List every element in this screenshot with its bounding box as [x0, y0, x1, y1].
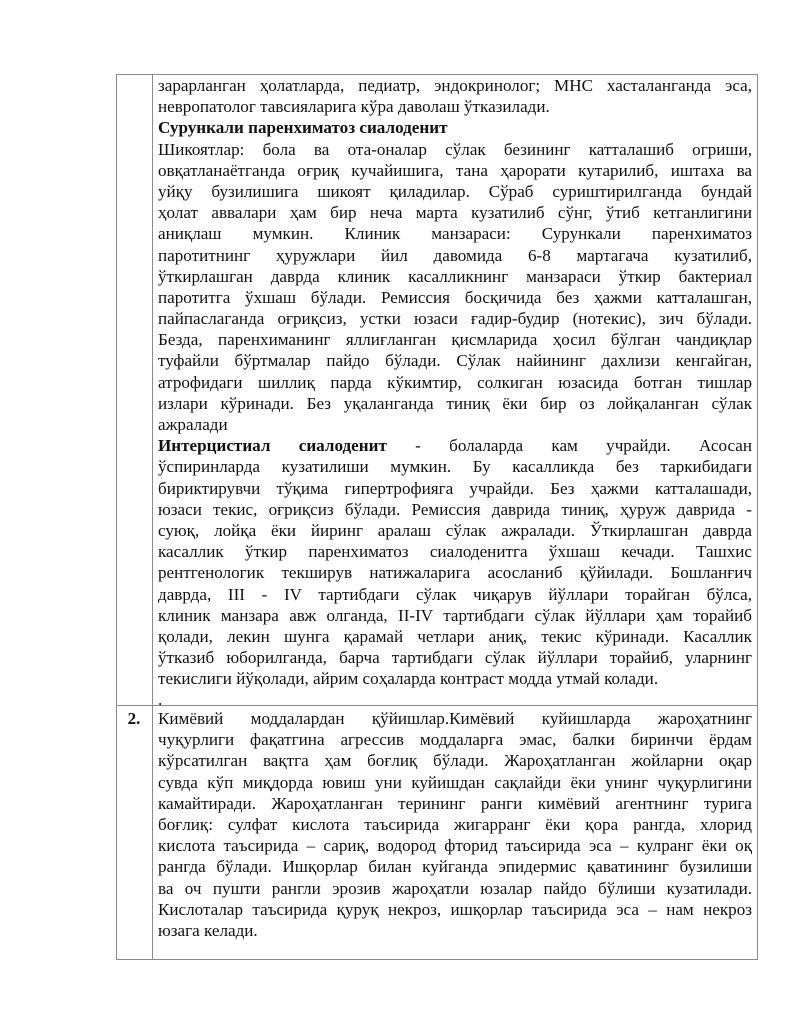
text-line: рангда бўлади. Ишқорлар билан куйганда эпидермис қаватининг бузилиши [158, 857, 752, 877]
text-line: невропатолог тавсияларига кўра даволаш ўтказилади. [158, 97, 550, 117]
row-2-text [158, 708, 752, 941]
interstitial-paragraph-first-line [158, 435, 752, 456]
text-line: ўткирлашган даврда клиник касалликнинг манзараси ўткир бактериал [158, 266, 752, 286]
row-number: 2. [127, 709, 141, 728]
text-line: кўрсатилган вақтга ҳам боғлиқ бўлади. Жароҳатланган жойларни оқар [158, 751, 752, 771]
text-line: камайтиради. Жароҳатланган терининг ранги кимёвий агентнинг турига [158, 793, 752, 813]
text-line: сувда кўп миқдорда ювиш уни куйишдан сақлайди ёки унинг чуқурлигини [158, 772, 752, 792]
text-line: ўтказиб юборилганда, барча тартибдаги сўлак йўллари торайиб, уларнинг [158, 648, 752, 668]
text-line: бириктирувчи тўқима гипертрофияга учрайди. Без ҳажми катталашади, [158, 478, 752, 498]
text-line: ва оч пушти рангли эрозив жароҳатли юзалар пайдо бўлиши кузатилади. [158, 878, 752, 898]
text-line: суюқ, лойқа ёки йиринг аралаш сўлак ажралади. Ўткирлашган даврда [158, 520, 752, 540]
text-line: ҳолат аввалари ҳам бир неча марта кузатилиб сўнг, ўтиб кетганлигини [158, 203, 752, 223]
text-line: касаллик ўткир паренхиматоз сиалоденитга ўхшаш кечади. Ташхис [158, 542, 752, 562]
section-heading-chronic-parenchymatous: Сурункали паренхиматоз сиалоденит [158, 118, 448, 138]
text-line: зарарланган ҳолатларда, педиатр, эндокринолог; МНС хасталанганда эса, [158, 76, 752, 95]
column-divider [152, 74, 153, 960]
text-line: пайпаслаганда оғриқсиз, устки юзаси ғадир-будир (нотекис), зич бўлади. [158, 309, 752, 329]
text-fragment: - болаларда кам учрайди. Асосан [415, 436, 752, 456]
text-line: рентгенологик текширув натижаларига асосланиб қўйилади. Бошланғич [158, 563, 752, 583]
text-line: туфайли бўртмалар пайдо бўлади. Сўлак найининг дахлизи кенгайган, [158, 351, 752, 371]
text-line: паротитга ўхшаш бўлади. Ремиссия босқичида без ҳажми катталашган, [158, 287, 752, 307]
text-line: кислота таъсирида – сариқ, водород фторид таъсирида эса – кулранг ёки оқ [158, 836, 752, 856]
text-line: атрофидаги шиллиқ парда кўкимтир, солкиган юзасида ботган тишлар [158, 372, 752, 392]
text-line: Шикоятлар: бола ва ота-оналар сўлак безининг катталашиб огриши, [158, 139, 752, 159]
text-line: аниқлаш мумкин. Клиник манзараси: Сурункали паренхиматоз [158, 224, 752, 244]
text-line: даврда, III - IV тартибдаги сўлак чиқарув йўллари торайган бўлса, [158, 584, 752, 604]
text-line: ажралади [158, 415, 228, 434]
text-line: излари кўринади. Без уқаланганда тиниқ ёки бир оз лойқаланган сўлак [158, 393, 752, 413]
text-line: паротитнинг ҳуружлари йил давомида 6-8 мартагача кузатилиб, [158, 245, 752, 265]
text-line: клиник манзара авж олганда, II-IV тартибдаги сўлак йўллари ҳам торайиб [158, 605, 752, 625]
section-heading-interstitial: Интерцистиал сиалоденит [158, 436, 387, 456]
text-line: Кислоталар таъсирида қуруқ некроз, ишқорлар таъсирида эса – нам некроз [158, 899, 752, 919]
text-line: ўспиринларда кузатилиши мумкин. Бу касалликда без таркибидаги [158, 457, 752, 477]
text-line: Безда, паренхиманинг яллиғланган қисмларида ҳосил бўлган чандиқлар [158, 330, 752, 350]
text-line: Кимёвий моддалардан қўйишлар.Кимёвий куйишларда жароҳатнинг [158, 709, 752, 728]
text-line: боғлиқ: сулфат кислота таъсирида жигарранг ёки қора рангда, хлорид [158, 814, 752, 834]
text-line: уйқу бузилишига шикоят қиладилар. Сўраб суриштирилганда бундай [158, 181, 752, 201]
text-line: овқатланаётганда оғриқ кучайишига, тана ҳарорати кутарилиб, иштаха ва [158, 160, 752, 180]
row-1-text [158, 75, 752, 711]
text-line: юзага келади. [158, 920, 258, 940]
text-line: чуқурлиги фақатгина агрессив моддаларга эмас, балки биринчи ёрдам [158, 730, 752, 750]
text-line: қолади, лекин шунга қарамай четлари аниқ, текис кўринади. Касаллик [158, 626, 752, 646]
text-line: . [158, 690, 163, 710]
text-line: юзаси текис, оғриқсиз бўлади. Ремиссия даврида тиниқ, ҳуруж даврида - [158, 499, 752, 519]
text-line: текислиги йўқолади, айрим соҳаларда контраст модда утмай колади. [158, 669, 659, 689]
